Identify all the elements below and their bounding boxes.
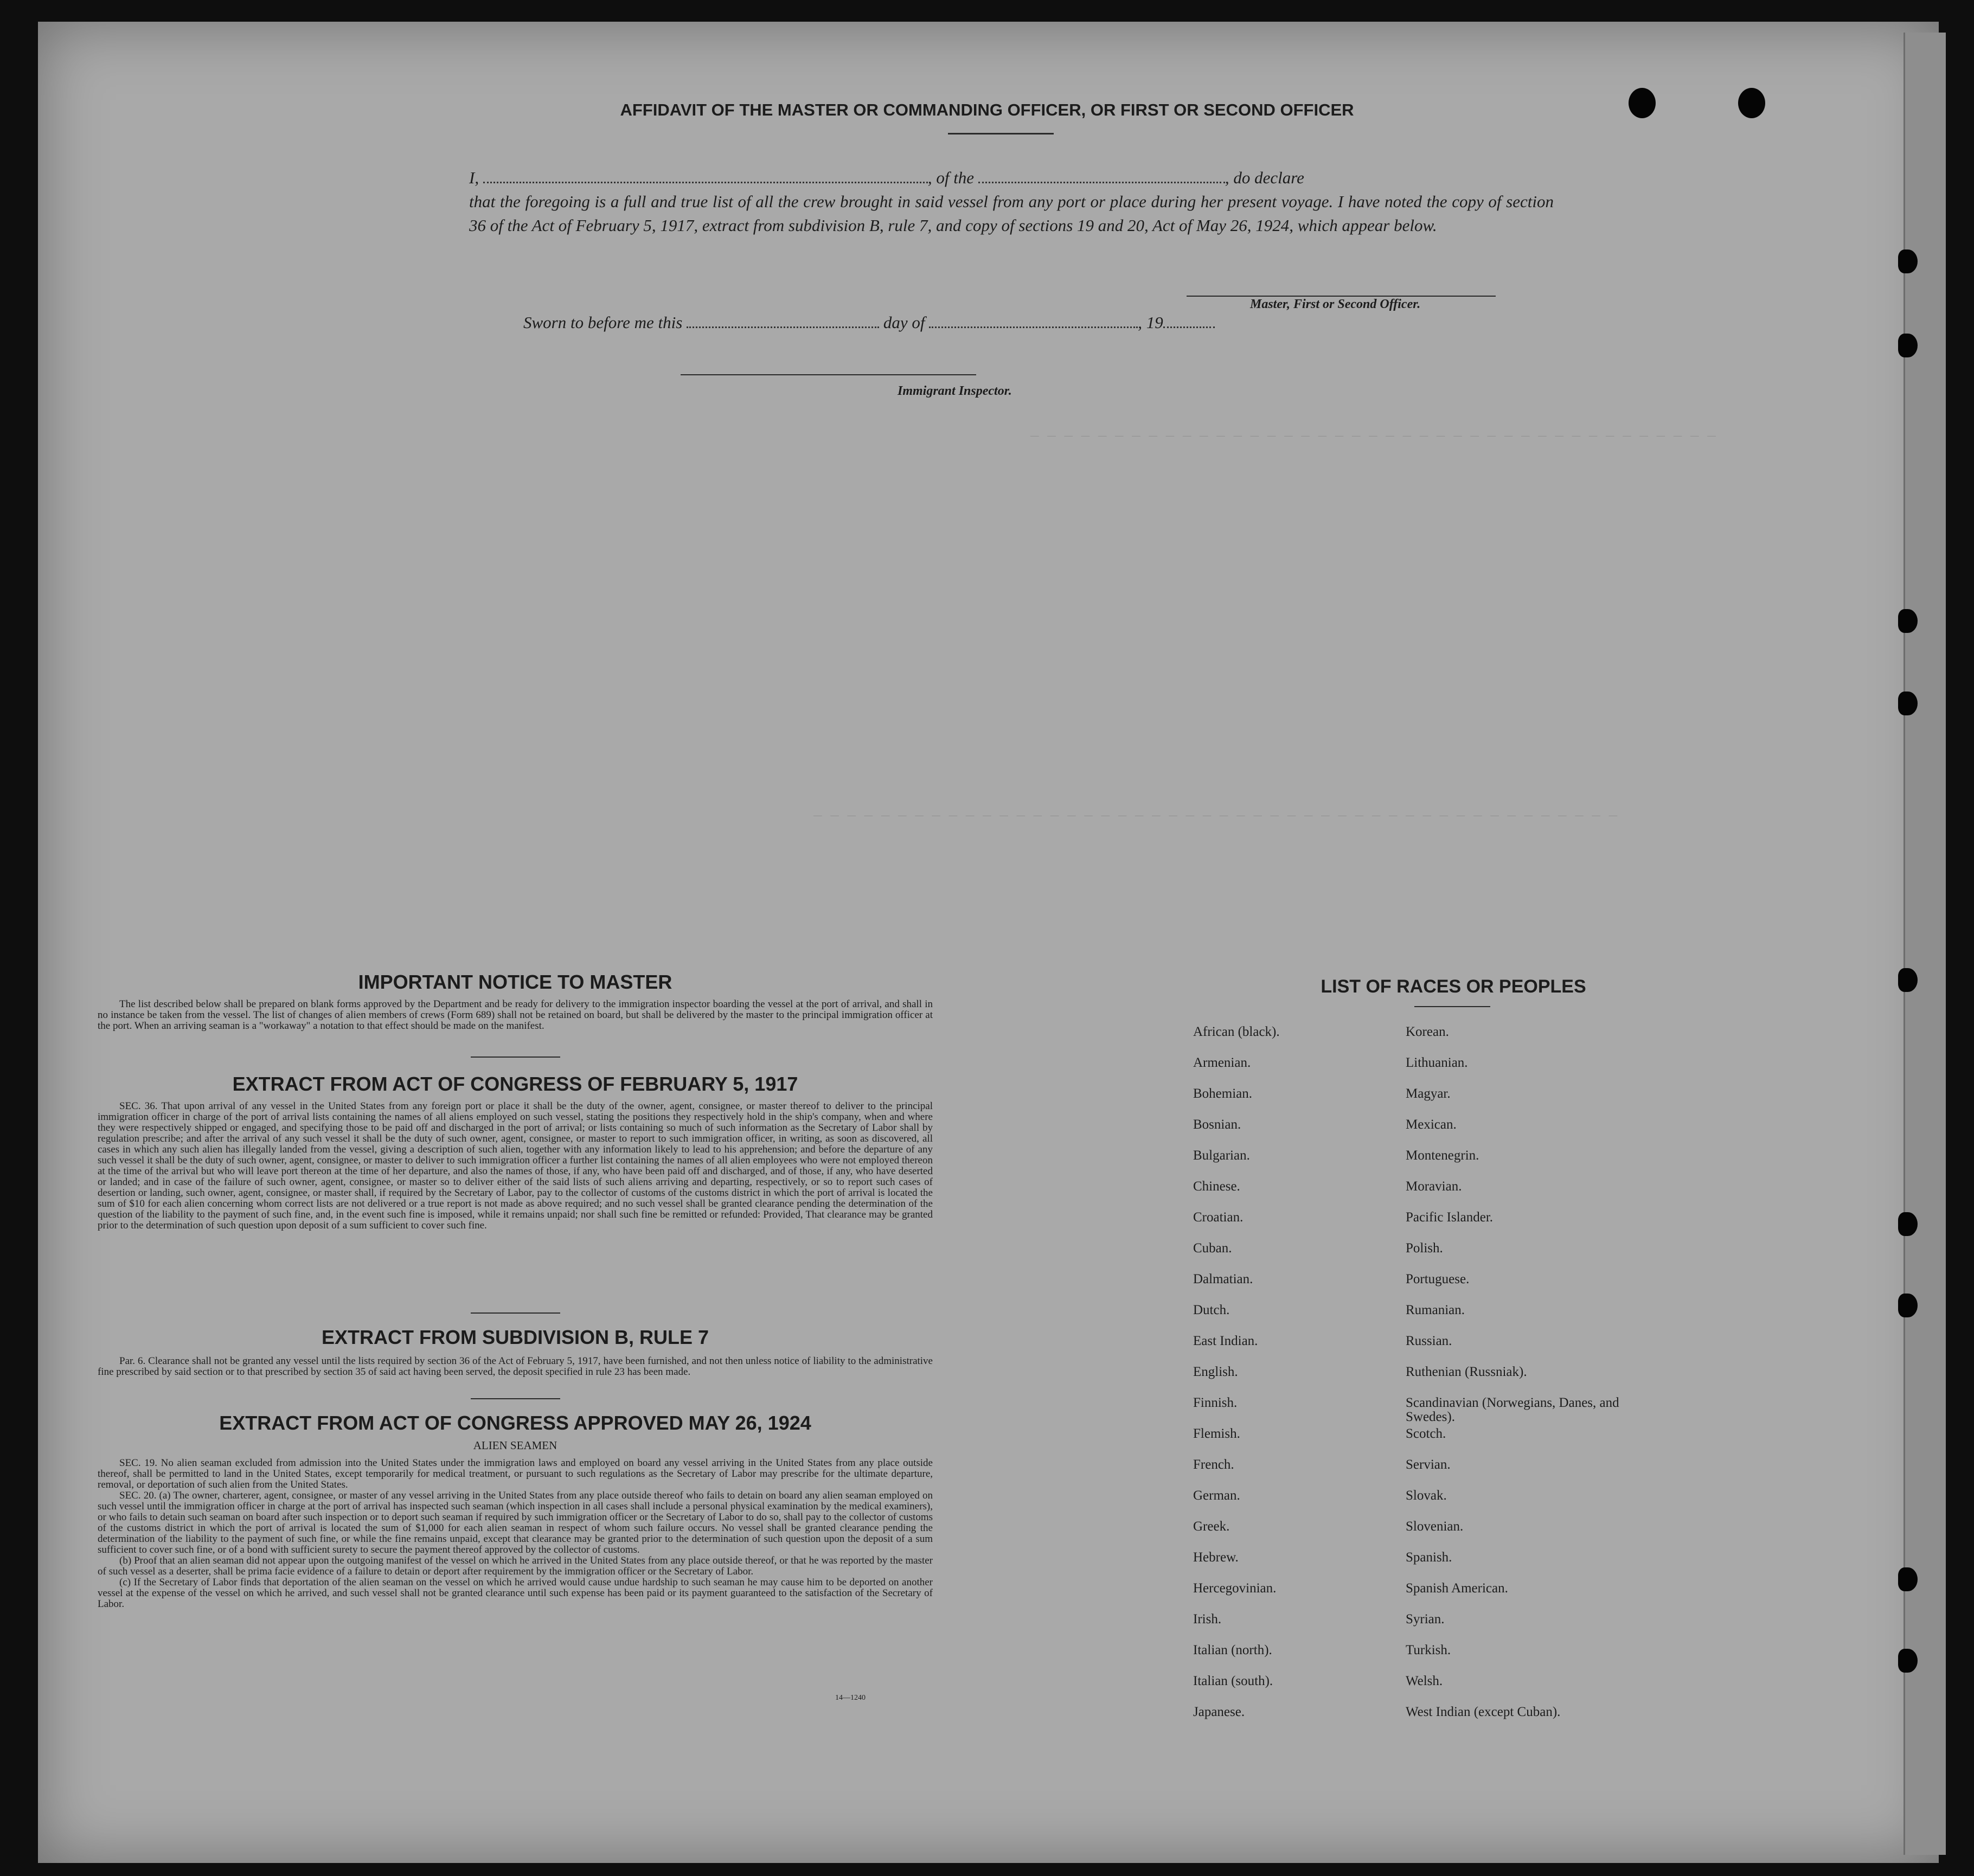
section-divider xyxy=(471,1312,560,1314)
race-item: West Indian (except Cuban). xyxy=(1406,1705,1561,1719)
race-item: Montenegrin. xyxy=(1406,1148,1479,1163)
race-item: Finnish. xyxy=(1193,1395,1238,1410)
rule7-title: EXTRACT FROM SUBDIVISION B, RULE 7 xyxy=(321,1326,709,1348)
race-item: Spanish American. xyxy=(1406,1581,1508,1596)
of-the-label: , of the xyxy=(927,168,975,187)
race-item: Russian. xyxy=(1406,1334,1452,1348)
race-item: Dutch. xyxy=(1193,1303,1230,1317)
race-item: Scandinavian (Norwegians, Danes, and Swedes). xyxy=(1406,1395,1619,1424)
affidavit-title: AFFIDAVIT OF THE MASTER OR COMMANDING OFFICER, OR FIRST OR SECOND OFFICER xyxy=(620,100,1354,119)
punch-hole xyxy=(1898,249,1918,273)
races-title-underline xyxy=(1414,1006,1490,1007)
race-item: Bosnian. xyxy=(1193,1117,1241,1132)
race-item: English. xyxy=(1193,1365,1238,1379)
race-item: Spanish. xyxy=(1406,1550,1452,1565)
alien-seamen-subtitle xyxy=(98,1440,933,1451)
title-underline xyxy=(948,133,1054,135)
race-item: Welsh. xyxy=(1406,1674,1443,1688)
race-item: Slovak. xyxy=(1406,1488,1447,1503)
declaration-line xyxy=(469,168,1554,188)
race-item: Italian (south). xyxy=(1193,1674,1273,1688)
race-item: Japanese. xyxy=(1193,1705,1245,1719)
race-item: Pacific Islander. xyxy=(1406,1210,1494,1225)
race-item: Hebrew. xyxy=(1193,1550,1239,1565)
race-item: Portuguese. xyxy=(1406,1272,1470,1286)
sworn-day-blank[interactable] xyxy=(687,326,879,328)
affidavit-statement: that the foregoing is a full and true list of all the crew brought in said vessel from any port or place during her present voyage. I have noted the copy of section 36 of the Act of February 5, 1917, extract from subdivision B, rule 7, and copy of sections 19 and 20, Act of May 26, 1924, which appear below. xyxy=(469,192,1554,235)
alien-seamen-label: ALIEN SEAMEN xyxy=(473,1439,557,1452)
race-item: Cuban. xyxy=(1193,1241,1232,1256)
extract-1917-body xyxy=(98,1101,933,1231)
bleed-through-text: _ _ _ _ _ _ _ _ _ _ _ _ _ _ _ _ _ _ _ _ _ _ _ _ _ _ _ _ _ _ _ _ _ _ _ _ _ _ _ _ _ _ _ _ _ _ _ _ xyxy=(813,803,1618,819)
race-item: Lithuanian. xyxy=(1406,1055,1468,1070)
sec20b-paragraph: (b) Proof that an alien seaman did not appear upon the outgoing manifest of the vessel on which he arrived in the United States from any place outside thereof, or that he was reported by the master of such vessel as a deserter, shall be prima facie evidence of a failure to detain or deport after requirement by the immigration officer or the Secretary of Labor. xyxy=(98,1555,933,1577)
inspector-caption: Immigrant Inspector. xyxy=(898,384,1012,398)
race-item: Rumanian. xyxy=(1406,1303,1465,1317)
race-item: Korean. xyxy=(1406,1025,1449,1039)
race-item: Ruthenian (Russniak). xyxy=(1406,1365,1527,1379)
section-divider xyxy=(471,1398,560,1399)
extract-1917-title: EXTRACT FROM ACT OF CONGRESS OF FEBRUARY 5, 1917 xyxy=(232,1073,798,1095)
sworn-year-blank[interactable] xyxy=(1163,326,1215,328)
punch-hole xyxy=(1898,1567,1918,1591)
race-item: Chinese. xyxy=(1193,1179,1240,1194)
sworn-label: Sworn to before me this xyxy=(523,313,683,332)
year-label: , 19 xyxy=(1138,313,1163,332)
race-item: East Indian. xyxy=(1193,1334,1258,1348)
punch-hole xyxy=(1898,1294,1918,1317)
punch-hole xyxy=(1898,1649,1918,1673)
race-item: African (black). xyxy=(1193,1025,1280,1039)
day-of-label: day of xyxy=(883,313,925,332)
signature-line[interactable] xyxy=(1187,296,1496,297)
races-list-left xyxy=(1193,1025,1394,1736)
rule7-body xyxy=(98,1356,933,1378)
bleed-through-text: _ _ _ _ _ _ _ _ _ _ _ _ _ _ _ _ _ _ _ _ _ _ _ _ _ _ _ _ _ _ _ _ _ _ _ _ _ _ _ _ _ xyxy=(1030,423,1716,439)
race-item: Servian. xyxy=(1406,1457,1451,1472)
inspector-signature-line[interactable] xyxy=(681,374,976,375)
race-item: Irish. xyxy=(1193,1612,1222,1627)
sec20c-paragraph: (c) If the Secretary of Labor finds that deportation of the alien seaman on the vessel on which he arrived would cause undue hardship to such seaman he may cause him to be deported on another vessel at the expense of the vessel on which he arrived, and such vessel shall not be granted clearance until such expense has been paid or its payment guaranteed to the satisfaction of the Secretary of Labor. xyxy=(98,1577,933,1610)
rule7-paragraph: Par. 6. Clearance shall not be granted any vessel until the lists required by section 36 of the Act of February 5, 1917, have been furnished, and not then unless notice of liability to the administrative fine prescribed by said section or to that prescribed by section 35 of said act having been served, the deposit specified in rule 23 has been made. xyxy=(98,1355,933,1378)
punch-hole xyxy=(1898,334,1918,357)
race-item: Polish. xyxy=(1406,1241,1443,1256)
race-item: Bulgarian. xyxy=(1193,1148,1250,1163)
race-item: Armenian. xyxy=(1193,1055,1251,1070)
notice-body xyxy=(98,999,933,1032)
declarant-name-blank[interactable] xyxy=(483,182,928,183)
signature-caption: Master, First or Second Officer. xyxy=(1250,297,1421,311)
sworn-month-blank[interactable] xyxy=(929,326,1138,328)
race-item: Greek. xyxy=(1193,1519,1230,1534)
vessel-name-blank[interactable] xyxy=(978,182,1225,183)
declarant-label: I, xyxy=(469,168,479,187)
declare-label: , do declare xyxy=(1225,168,1304,187)
affidavit-body xyxy=(469,190,1554,238)
notice-paragraph: The list described below shall be prepared on blank forms approved by the Department and be ready for delivery to the immigration inspector boarding the vessel at the port of arrival, and shall in no instance be taken from the vessel. The list of changes of alien members of crews (Form 689) shall not be retained on board, but shall be delivered by the master to the principal immigration officer at the port. When an arriving seaman is a "workaway" a notation to that effect should be made on the manifest. xyxy=(98,998,933,1032)
extract-1924-body xyxy=(98,1458,933,1610)
race-item: Scotch. xyxy=(1406,1426,1446,1441)
punch-hole xyxy=(1898,968,1918,992)
races-title: LIST OF RACES OR PEOPLES xyxy=(1321,976,1586,997)
sec19-paragraph: SEC. 19. No alien seaman excluded from admission into the United States under the immigration laws and employed on board any vessel arriving in the United States from any place outside thereof, shall be permitted to land in the United States, except temporarily for medical treatment, or pursuant to such regulations as the Secretary of Labor may prescribe for the ultimate departure, removal, or deportation of such alien from the United States. xyxy=(98,1457,933,1490)
race-item: Mexican. xyxy=(1406,1117,1457,1132)
race-item: Dalmatian. xyxy=(1193,1272,1253,1286)
race-item: Croatian. xyxy=(1193,1210,1244,1225)
race-item: Bohemian. xyxy=(1193,1086,1253,1101)
race-item: Magyar. xyxy=(1406,1086,1451,1101)
race-item: Hercegovinian. xyxy=(1193,1581,1277,1596)
sworn-line xyxy=(523,313,1283,332)
form-number: 14—1240 xyxy=(835,1694,866,1702)
race-item: Turkish. xyxy=(1406,1643,1451,1657)
section-36-paragraph: SEC. 36. That upon arrival of any vessel in the United States from any foreign port or place it shall be the duty of the owner, agent, consignee, or master thereof to deliver to the principal immigration officer in charge of the port of arrival lists containing the names of all aliens employed on such vessel, stating the positions they respectively hold in the ship's company, when and where they were respectively shipped or engaged, and specifying those to be paid off and discharged in the port of arrival; or lists containing so much of such information as the Secretary of Labor shall by regulation prescribe; and after the arrival of any such vessel it shall be the duty of such owner, agent, consignee, or master to report to such immigration officer, in writing, as soon as discovered, all cases in which any such alien has illegally landed from the vessel, giving a description of such alien, together with any information likely to lead to his apprehension; and before the departure of any such vessel it shall be the duty of such owner, agent, consignee, or master to deliver to such immigration officer a further list containing the names of all alien employees who were not employed thereon at the time of the arrival but who will leave port thereon at the time of her departure, and also the names of those, if any, who have been paid off and discharged, and of those, if any, who have deserted or landed; and in case of the failure of such owner, agent, consignee, or master so to deliver either of the said lists of such aliens arriving and departing, respectively, or so to report such cases of desertion or landing, such owner, agent, consignee, or master shall, if required by the Secretary of Labor, pay to the collector of customs of the customs district in which the port of arrival is located the sum of $10 for each alien concerning whom correct lists are not delivered or a true report is not made as above required; and no such vessel shall be granted clearance pending the determination of the question of the liability to the payment of such fine, and, in the event such fine is imposed, while it remains unpaid; nor shall such fine be remitted or refunded: Provided, That clearance may be granted prior to the determination of such question upon deposit of a sum sufficient to cover such fine. xyxy=(98,1100,933,1231)
race-item: Syrian. xyxy=(1406,1612,1445,1627)
race-item: Moravian. xyxy=(1406,1179,1462,1194)
extract-1924-title: EXTRACT FROM ACT OF CONGRESS APPROVED MAY 26, 1924 xyxy=(219,1412,811,1434)
sec20a-paragraph: SEC. 20. (a) The owner, charterer, agent, consignee, or master of any vessel arriving in the United States from any place outside thereof who fails to detain on board any alien seaman employed on such vessel until the immigration officer in charge at the port of arrival has inspected such seaman (which inspection in all cases shall include a personal physical examination by the medical examiners), or who fails to detain such seaman on board after such inspection or to deport such seaman if required by such immigration officer or the Secretary of Labor to do so, shall pay to the collector of customs of the customs district in which the port of arrival is located the sum of $1,000 for each alien seaman in respect of whom such failure occurs. No vessel shall be granted clearance pending the determination of the liability to the payment of such fine, or while the fine remains unpaid, except that clearance may be granted prior to the determination of such question upon the deposit of a sum sufficient to cover such fine, or of a bond with sufficient surety to secure the payment thereof approved by the collector of customs. xyxy=(98,1490,933,1555)
punch-hole xyxy=(1898,692,1918,715)
race-item: French. xyxy=(1193,1457,1234,1472)
punch-hole xyxy=(1898,609,1918,633)
race-item: Italian (north). xyxy=(1193,1643,1272,1657)
section-divider xyxy=(471,1057,560,1058)
race-item: German. xyxy=(1193,1488,1240,1503)
notice-title: IMPORTANT NOTICE TO MASTER xyxy=(358,971,672,993)
races-list-right xyxy=(1406,1025,1633,1736)
punch-hole xyxy=(1898,1212,1918,1236)
race-item: Slovenian. xyxy=(1406,1519,1464,1534)
race-item: Flemish. xyxy=(1193,1426,1240,1441)
